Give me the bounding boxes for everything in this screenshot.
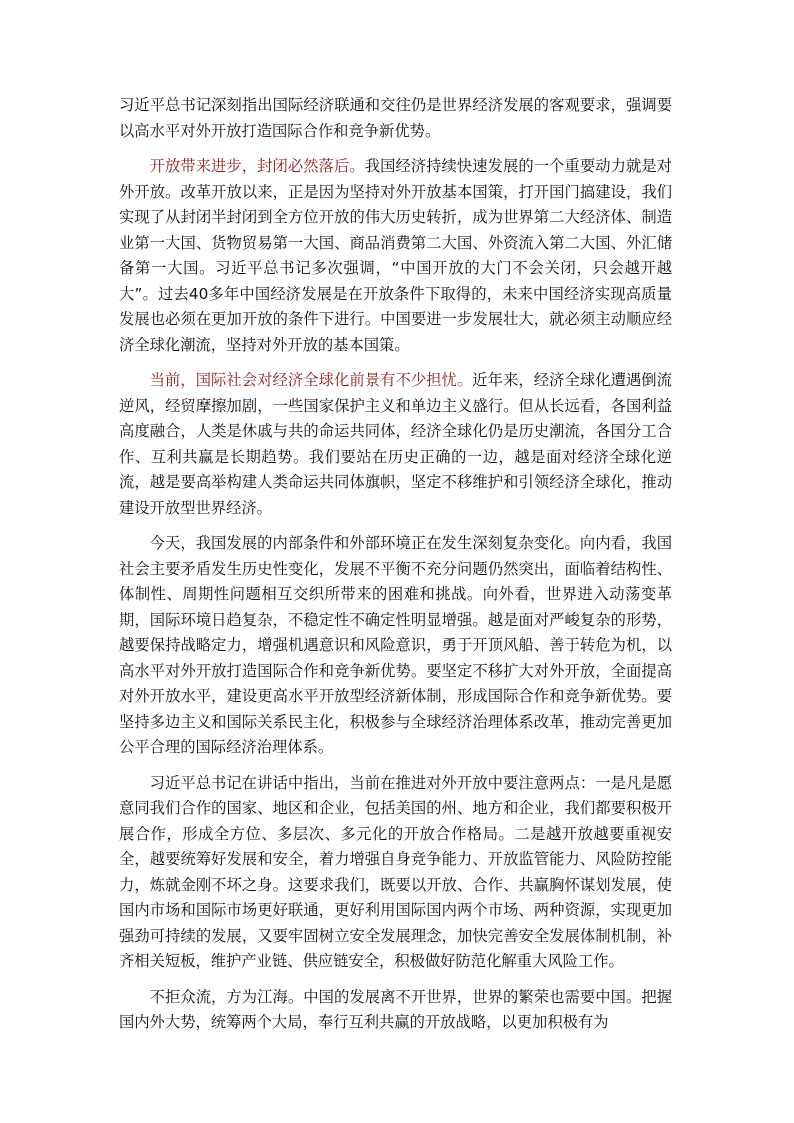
paragraph-3 bbox=[119, 368, 672, 521]
paragraph-2-text: 我国经济持续快速发展的一个重要动力就是对外开放。改革开放以来，正是因为坚持对外开放基本国策，打开国门搞建设，我们实现了从封闭半封闭到全方位开放的伟大历史转折，成为世界第二大经济体、制造业第一大国、货物贸易第一大国、商品消费第二大国、外资流入第二大国、外汇储备第一大国。习近平总书记多次强调，“中国开放的大门不会关闭，只会越开越大”。过去40多年中国经济发展是在开放条件下取得的，未来中国经济实现高质量发展也必须在更加开放的条件下进行。中国要进一步发展壮大，就必须主动顺应经济全球化潮流，坚持对外开放的基本国策。 bbox=[119, 157, 672, 354]
paragraph-1-text: 习近平总书记深刻指出国际经济联通和交往仍是世界经济发展的客观要求，强调要以高水平对外开放打造国际合作和竞争新优势。 bbox=[119, 96, 672, 140]
paragraph-6-text: 不拒众流，方为江海。中国的发展离不开世界，世界的繁荣也需要中国。把握国内外大势，统筹两个大局，奉行互利共赢的开放战略，以更加积极有为 bbox=[119, 987, 672, 1031]
paragraph-6 bbox=[119, 985, 672, 1036]
paragraph-3-text: 近年来，经济全球化遭遇倒流逆风，经贸摩擦加剧，一些国家保护主义和单边主义盛行。但从长远看，各国利益高度融合，人类是休戚与共的命运共同体，经济全球化仍是历史潮流，各国分工合作、互利共赢是长期趋势。我们要站在历史正确的一边，越是面对经济全球化逆流，越是要高举构建人类命运共同体旗帜，坚定不移维护和引领经济全球化，推动建设开放型世界经济。 bbox=[119, 371, 672, 517]
paragraph-5 bbox=[119, 771, 672, 975]
paragraph-5-text: 习近平总书记在讲话中指出，当前在推进对外开放中要注意两点：一是凡是愿意同我们合作的国家、地区和企业，包括美国的州、地方和企业，我们都要积极开展合作，形成全方位、多层次、多元化的开放合作格局。二是越开放越要重视安全，越要统筹好发展和安全，着力增强自身竞争能力、开放监管能力、风险防控能力，炼就金刚不坏之身。这要求我们，既要以开放、合作、共赢胸怀谋划发展，使国内市场和国际市场更好联通，更好利用国际国内两个市场、两种资源，实现更加强劲可持续的发展，又要牢固树立安全发展理念，加快完善安全发展体制机制，补齐相关短板，维护产业链、供应链安全，积极做好防范化解重大风险工作。 bbox=[119, 773, 672, 970]
paragraph-4-text: 今天，我国发展的内部条件和外部环境正在发生深刻复杂变化。向内看，我国社会主要矛盾发生历史性变化，发展不平衡不充分问题仍然突出，面临着结构性、体制性、周期性问题相互交织所带来的困难和挑战。向外看，世界进入动荡变革期，国际环境日趋复杂，不稳定性不确定性明显增强。越是面对严峻复杂的形势，越要保持战略定力，增强机遇意识和风险意识，勇于开顶风船、善于转危为机，以高水平对外开放打造国际合作和竞争新优势。要坚定不移扩大对外开放，全面提高对外开放水平，建设更高水平开放型经济新体制，形成国际合作和竞争新优势。要坚持多边主义和国际关系民主化，积极参与全球经济治理体系改革，推动完善更加公平合理的国际经济治理体系。 bbox=[119, 534, 672, 756]
paragraph-3-lead: 当前，国际社会对经济全球化前景有不少担忧。 bbox=[149, 371, 473, 389]
paragraph-2 bbox=[119, 154, 672, 358]
document-body bbox=[119, 93, 672, 1046]
paragraph-1 bbox=[119, 93, 672, 144]
paragraph-4 bbox=[119, 531, 672, 761]
paragraph-2-lead: 开放带来进步，封闭必然落后。 bbox=[149, 157, 365, 175]
